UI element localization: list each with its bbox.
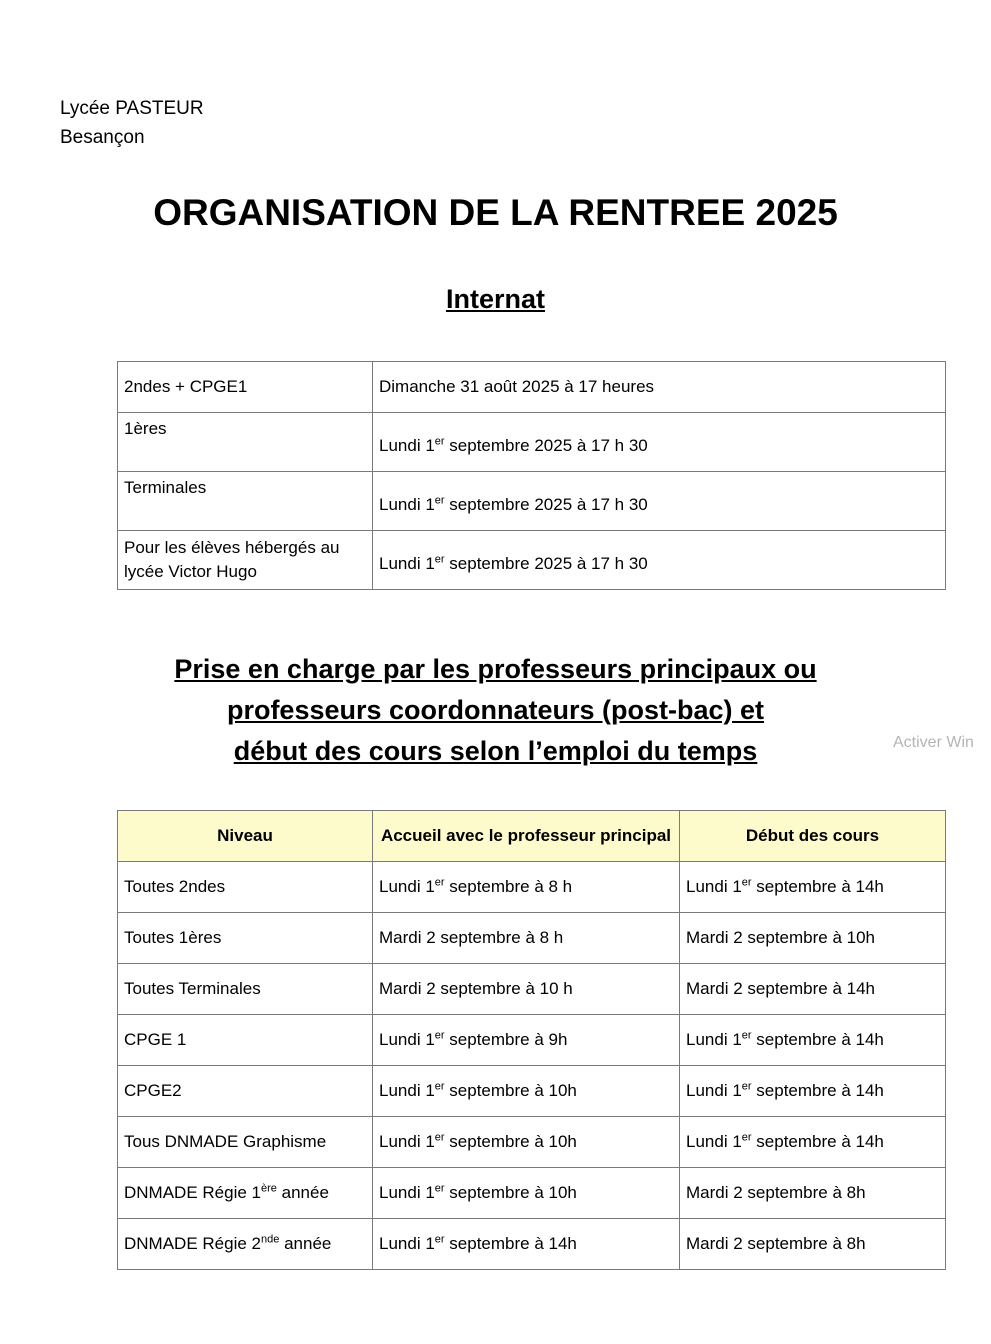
internat-date-cell	[373, 472, 946, 531]
accueil-cell	[373, 862, 680, 913]
date-text: septembre 2025 à 17 h 30	[444, 436, 648, 455]
cell-text: DNMADE Régie 1	[124, 1183, 261, 1202]
accueil-cell	[373, 964, 680, 1015]
cell-text: septembre à 10h	[444, 1081, 577, 1100]
cell-text: Lundi 1	[379, 877, 435, 896]
cell-text: Mardi 2 septembre à 10 h	[379, 979, 573, 998]
debut-cell	[680, 1066, 946, 1117]
debut-cell	[680, 1117, 946, 1168]
internat-group-cell: Terminales	[118, 472, 373, 531]
date-superscript: er	[434, 553, 445, 566]
accueil-cell	[373, 1117, 680, 1168]
niveau-cell	[118, 1015, 373, 1066]
niveau-cell	[118, 913, 373, 964]
superscript-text: er	[741, 1029, 752, 1042]
internat-heading: Internat	[445, 284, 545, 314]
cell-text: Lundi 1	[379, 1132, 435, 1151]
superscript-text: er	[434, 1233, 445, 1246]
date-text: Lundi 1	[379, 495, 435, 514]
date-superscript: er	[434, 435, 445, 448]
internat-group-cell: 1ères	[118, 413, 373, 472]
accueil-cell	[373, 1168, 680, 1219]
internat-date-cell: Dimanche 31 août 2025 à 17 heures	[373, 362, 946, 413]
prise-heading-line: professeurs coordonnateurs (post-bac) et	[226, 695, 765, 725]
cell-text: septembre à 14h	[751, 877, 884, 896]
niveau-cell	[118, 1066, 373, 1117]
cell-text: Mardi 2 septembre à 8h	[686, 1234, 866, 1253]
cell-text: septembre à 14h	[751, 1030, 884, 1049]
cell-text: septembre à 9h	[444, 1030, 568, 1049]
superscript-text: er	[741, 1131, 752, 1144]
column-header-debut: Début des cours	[680, 811, 946, 862]
table-header-row	[118, 811, 946, 862]
cell-text: Lundi 1	[686, 1030, 742, 1049]
cell-text: Mardi 2 septembre à 10h	[686, 928, 875, 947]
cell-text: Tous DNMADE Graphisme	[124, 1132, 327, 1151]
cell-text: Lundi 1	[686, 877, 742, 896]
date-superscript: er	[434, 494, 445, 507]
debut-cell	[680, 1219, 946, 1270]
internat-date-cell	[373, 413, 946, 472]
table-row	[118, 862, 946, 913]
prise-heading	[0, 649, 991, 772]
date-text: septembre 2025 à 17 h 30	[444, 495, 648, 514]
debut-cell	[680, 862, 946, 913]
cell-text: Lundi 1	[379, 1030, 435, 1049]
debut-cell	[680, 964, 946, 1015]
accueil-cell	[373, 1219, 680, 1270]
table-row	[118, 1015, 946, 1066]
page-title: ORGANISATION DE LA RENTREE 2025	[153, 192, 838, 233]
table-row	[118, 1219, 946, 1270]
cell-text: septembre à 8 h	[444, 877, 573, 896]
accueil-cell	[373, 1015, 680, 1066]
superscript-text: er	[434, 876, 445, 889]
cell-text: Lundi 1	[379, 1081, 435, 1100]
cell-text: septembre à 10h	[444, 1132, 577, 1151]
date-text: Lundi 1	[379, 554, 435, 573]
niveau-cell	[118, 964, 373, 1015]
niveau-cell	[118, 862, 373, 913]
table-row	[118, 913, 946, 964]
cell-text: année	[279, 1234, 332, 1253]
cell-text: Mardi 2 septembre à 8h	[686, 1183, 866, 1202]
cell-text: DNMADE Régie 2	[124, 1234, 261, 1253]
date-text: septembre 2025 à 17 h 30	[444, 554, 648, 573]
cell-text: septembre à 10h	[444, 1183, 577, 1202]
superscript-text: nde	[261, 1233, 280, 1246]
niveau-cell	[118, 1168, 373, 1219]
superscript-text: er	[434, 1131, 445, 1144]
cell-text: CPGE2	[124, 1081, 182, 1100]
school-name: Lycée PASTEUR	[60, 98, 204, 119]
activation-watermark: Activer Win	[893, 734, 974, 751]
superscript-text: er	[434, 1182, 445, 1195]
column-header-accueil: Accueil avec le professeur principal	[373, 811, 680, 862]
cell-text: Toutes 1ères	[124, 928, 222, 947]
internat-date-cell	[373, 531, 946, 590]
cell-text: Lundi 1	[686, 1132, 742, 1151]
table-row	[118, 362, 946, 413]
cell-text: Toutes Terminales	[124, 979, 261, 998]
superscript-text: er	[741, 1080, 752, 1093]
superscript-text: er	[434, 1029, 445, 1042]
debut-cell	[680, 913, 946, 964]
prise-heading-line: Prise en charge par les professeurs principaux ou	[174, 654, 817, 684]
cell-text: Lundi 1	[379, 1234, 435, 1253]
table-row	[118, 1066, 946, 1117]
superscript-text: ère	[261, 1182, 277, 1195]
prise-heading-line: début des cours selon l’emploi du temps	[233, 736, 758, 766]
table-row	[118, 472, 946, 531]
date-text: Lundi 1	[379, 436, 435, 455]
internat-table	[117, 361, 946, 590]
table-row	[118, 1168, 946, 1219]
accueil-cell	[373, 1066, 680, 1117]
school-header	[60, 94, 204, 152]
cell-text: septembre à 14h	[751, 1132, 884, 1151]
cell-text: septembre à 14h	[444, 1234, 577, 1253]
internat-group-cell: Pour les élèves hébergés au lycée Victor Hugo	[118, 531, 373, 590]
cell-text: Mardi 2 septembre à 14h	[686, 979, 875, 998]
table-row	[118, 1117, 946, 1168]
column-header-niveau: Niveau	[118, 811, 373, 862]
superscript-text: er	[434, 1080, 445, 1093]
cell-text: septembre à 14h	[751, 1081, 884, 1100]
cell-text: Lundi 1	[686, 1081, 742, 1100]
superscript-text: er	[741, 876, 752, 889]
prise-table	[117, 810, 946, 1270]
cell-text: Mardi 2 septembre à 8 h	[379, 928, 564, 947]
niveau-cell	[118, 1219, 373, 1270]
cell-text: Lundi 1	[379, 1183, 435, 1202]
table-row	[118, 413, 946, 472]
accueil-cell	[373, 913, 680, 964]
niveau-cell	[118, 1117, 373, 1168]
debut-cell	[680, 1015, 946, 1066]
internat-group-cell: 2ndes + CPGE1	[118, 362, 373, 413]
cell-text: Toutes 2ndes	[124, 877, 226, 896]
table-row	[118, 531, 946, 590]
debut-cell	[680, 1168, 946, 1219]
cell-text: CPGE 1	[124, 1030, 187, 1049]
school-city: Besançon	[60, 127, 145, 148]
cell-text: année	[276, 1183, 329, 1202]
table-row	[118, 964, 946, 1015]
